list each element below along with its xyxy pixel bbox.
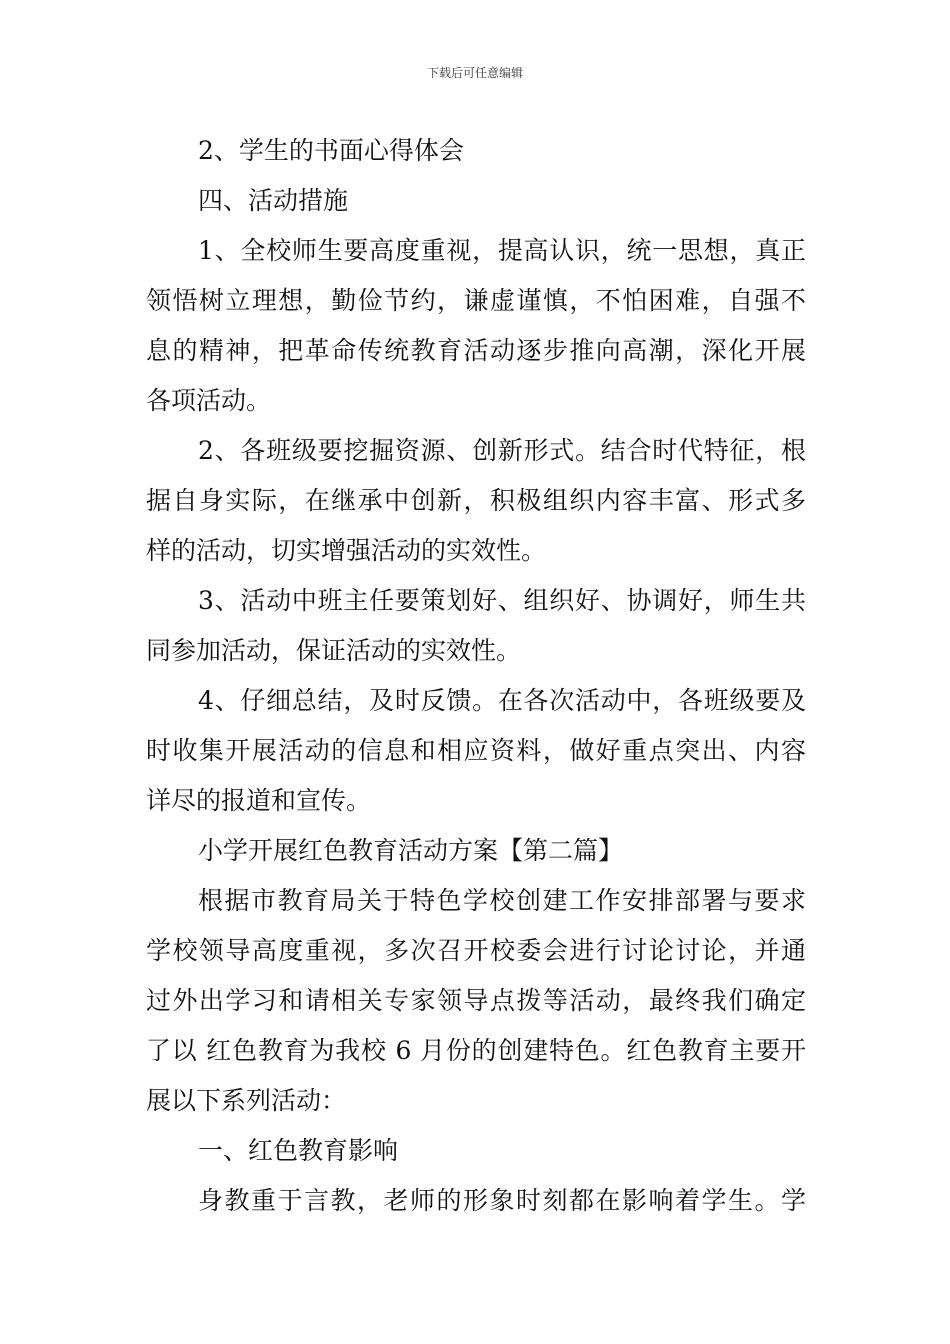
text-line: 身教重于言教，老师的形象时刻都在影响着学生。学 (198, 1186, 806, 1215)
text-line: 展以下系列活动： (146, 1086, 347, 1115)
text-line: 4、仔细总结，及时反馈。在各次活动中，各班级要及 (198, 686, 806, 715)
text-line: 据自身实际，在继承中创新，积极组织内容丰富、形式多 (146, 486, 806, 515)
text-line: 各项活动。 (146, 386, 272, 415)
text-line: 一、红色教育影响 (198, 1136, 399, 1165)
text-line: 样的活动，切实增强活动的实效性。 (146, 536, 547, 565)
text-line: 同参加活动，保证活动的实效性。 (146, 636, 522, 665)
text-line: 2、各班级要挖掘资源、创新形式。结合时代特征，根 (198, 436, 806, 465)
text-line: 息的精神，把革命传统教育活动逐步推向高潮，深化开展 (146, 336, 806, 365)
page-header-note: 下载后可任意编辑 (426, 66, 523, 80)
text-line: 四、活动措施 (198, 186, 349, 215)
text-line: 过外出学习和请相关专家领导点拨等活动，最终我们确定 (146, 986, 806, 1015)
text-line: 领悟树立理想，勤俭节约，谦虚谨慎，不怕困难，自强不 (146, 286, 806, 315)
text-line: 3、活动中班主任要策划好、组织好、协调好，师生共 (198, 586, 806, 615)
text-line: 1、全校师生要高度重视，提高认识，统一思想，真正 (198, 236, 806, 265)
text-line: 根据市教育局关于特色学校创建工作安排部署与要求 (198, 886, 806, 915)
text-line: 详尽的报道和宣传。 (146, 786, 372, 815)
document-body (146, 126, 806, 1226)
text-line: 了以 红色教育为我校 6 月份的创建特色。红色教育主要开 (146, 1036, 806, 1065)
text-line: 时收集开展活动的信息和相应资料，做好重点突出、内容 (146, 736, 806, 765)
text-line: 学校领导高度重视，多次召开校委会进行讨论讨论，并通 (146, 936, 806, 965)
text-line: 小学开展红色教育活动方案【第二篇】 (198, 836, 624, 865)
text-line: 2、学生的书面心得体会 (198, 136, 464, 165)
